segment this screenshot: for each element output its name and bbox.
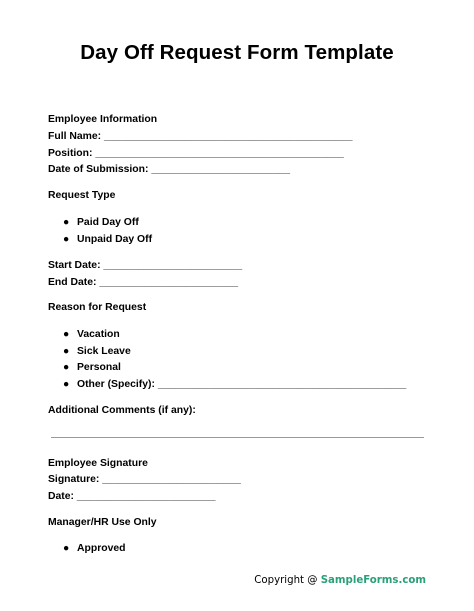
option-label: Sick Leave (77, 346, 131, 357)
date-field: Date: ________________________ (48, 491, 216, 502)
position-field: Position: ___________________________________________ (48, 148, 344, 159)
manager-heading: Manager/HR Use Only (48, 517, 157, 528)
option-label: Other (Specify): ___________________________________________ (77, 379, 407, 390)
employee-info-heading: Employee Information (48, 114, 158, 125)
reason-option (63, 328, 120, 341)
copyright-footer (254, 575, 426, 586)
bullet-icon: ● (63, 217, 70, 228)
option-label: Vacation (77, 329, 120, 340)
bullet-icon: ● (63, 329, 70, 340)
reason-option (63, 378, 406, 391)
copyright-text: Copyright @ (254, 575, 321, 586)
bullet-icon: ● (63, 543, 70, 554)
option-label: Approved (77, 543, 126, 554)
reason-heading: Reason for Request (48, 302, 147, 313)
brand-link[interactable]: SampleForms.com (320, 575, 426, 586)
comments-line (51, 437, 424, 438)
reason-option (63, 361, 121, 374)
option-label: Unpaid Day Off (77, 234, 153, 245)
manager-option (63, 542, 126, 555)
bullet-icon: ● (63, 346, 70, 357)
start-date-field: Start Date: ________________________ (48, 260, 243, 271)
option-label: Paid Day Off (77, 217, 139, 228)
full-name-field: Full Name: ___________________________________________ (48, 131, 353, 142)
request-type-heading: Request Type (48, 190, 116, 201)
reason-option (63, 345, 131, 358)
bullet-icon: ● (63, 234, 70, 245)
signature-heading: Employee Signature (48, 458, 148, 469)
end-date-field: End Date: ________________________ (48, 277, 239, 288)
signature-field: Signature: ________________________ (48, 474, 241, 485)
date-of-submission-field: Date of Submission: ________________________ (48, 164, 291, 175)
bullet-icon: ● (63, 362, 70, 373)
bullet-icon: ● (63, 379, 70, 390)
request-type-option (63, 216, 139, 229)
page-title: Day Off Request Form Template (80, 41, 394, 64)
request-type-option (63, 233, 152, 246)
option-label: Personal (77, 362, 121, 373)
comments-heading: Additional Comments (if any): (48, 405, 196, 416)
